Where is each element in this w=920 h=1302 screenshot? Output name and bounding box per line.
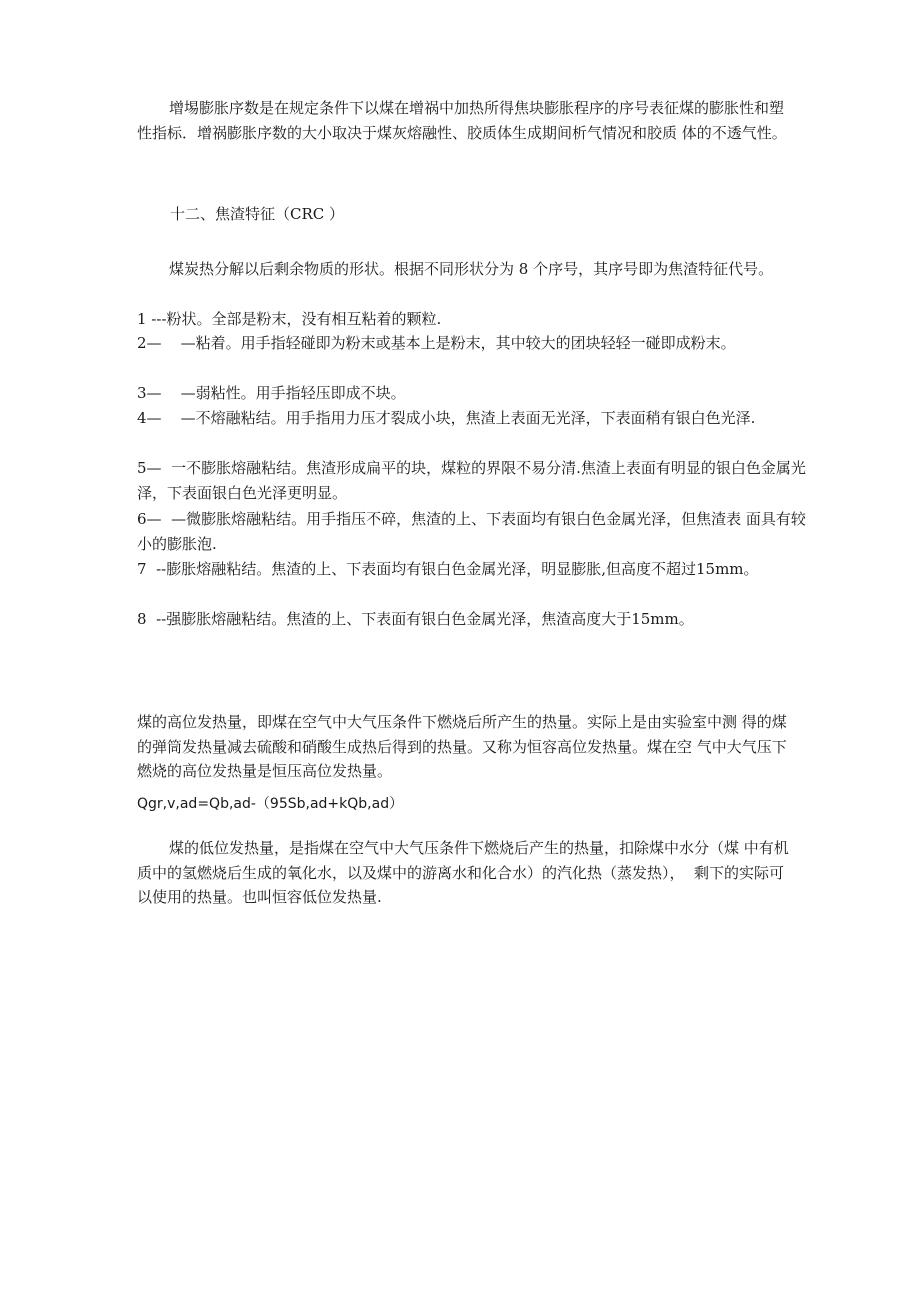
crc-list-item-3: 3— —弱粘性。用手指轻压即成不块。 — [137, 384, 406, 402]
intro-paragraph: 增埸膨胀序数是在规定条件下以煤在增祸中加热所得焦块膨胀程序的序号表征煤的膨胀性和塑性指标．增祸膨胀序数的大小取决于煤灰熔融性、胶质体生成期间析气情况和胶质 体的不透气性。 — [137, 99, 787, 142]
net-calorific-paragraph: 煤的低位发热量，是指煤在空气中大气压条件下燃烧后产生的热量，扣除煤中水分（煤 中有机质中的氢燃烧后生成的氧化水，以及煤中的游离水和化合水）的汽化热（蒸发热）， 剩下的实际可以使用的热量。也叫恒容低位发热量. — [137, 839, 789, 906]
crc-list-item-8: 8 --强膨胀熔融粘结。焦渣的上、下表面有银白色金属光泽，焦渣高度大于15mm。 — [137, 610, 694, 628]
crc-list-item-2: 2— —粘着。用手指轻碰即为粉末或基本上是粉末，其中较大的团块轻轻一碰即成粉末。 — [137, 334, 736, 352]
crc-list-item-5: 5— 一不膨胀熔融粘结。焦渣形成扁平的块，煤粒的界限不易分清.焦渣上表面有明显的银白色金属光泽，下表面银白色光泽更明显。 — [137, 459, 806, 502]
crc-list-item-4: 4— —不熔融粘结。用手指用力压才裂成小块，焦渣上表面无光泽，下表面稍有银白色光泽. — [137, 409, 756, 427]
gross-calorific-formula: Qgr,v,ad=Qb,ad-（95Sb,ad+kQb,ad） — [137, 796, 404, 812]
section-heading-crc: 十二、焦渣特征（CRC ） — [170, 205, 345, 223]
crc-description-paragraph: 煤炭热分解以后剩余物质的形状。根据不同形状分为 8 个序号，其序号即为焦渣特征代号。 — [169, 260, 774, 278]
crc-list-item-7: 7 --膨胀熔融粘结。焦渣的上、下表面均有银白色金属光泽，明显膨胀,但高度不超过15mm。 — [137, 560, 759, 578]
crc-list-item-1: 1 ---粉状。全部是粉末，没有相互粘着的颗粒. — [137, 310, 442, 328]
crc-list-item-6: 6— —微膨胀熔融粘结。用手指压不碎，焦渣的上、下表面均有银白色金属光泽，但焦渣表 面具有较小的膨胀泡. — [137, 510, 806, 553]
gross-calorific-paragraph: 煤的高位发热量，即煤在空气中大气压条件下燃烧后所产生的热量。实际上是由实验室中测 得的煤的弹筒发热量减去硫酸和硝酸生成热后得到的热量。又称为恒容高位发热量。煤在空 气中大气压下燃烧的高位发热量是恒压高位发热量。 — [137, 713, 787, 780]
